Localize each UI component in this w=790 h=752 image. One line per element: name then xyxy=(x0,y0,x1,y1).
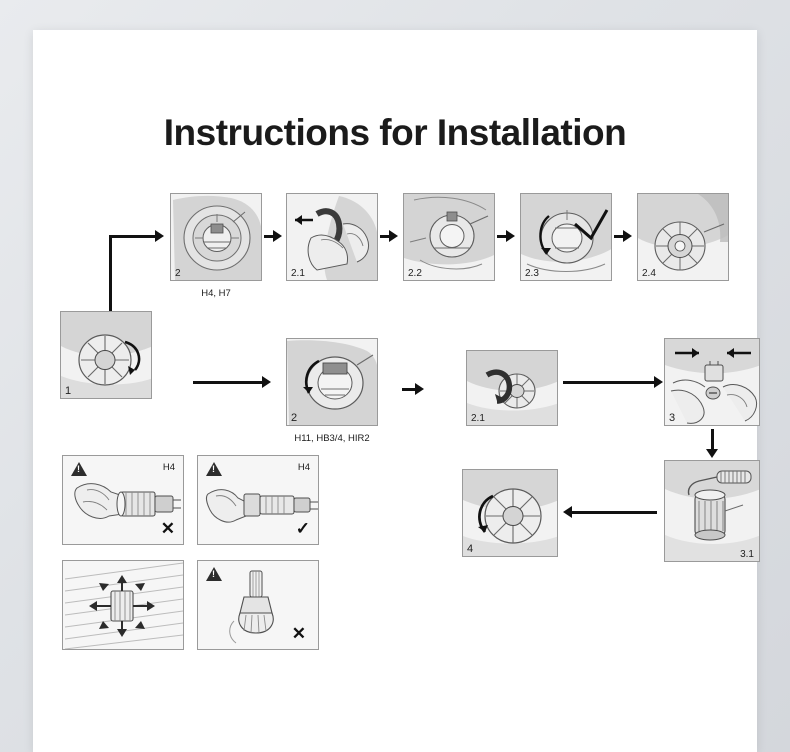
arrow-elbow-vertical xyxy=(109,235,112,317)
panel-number: 4 xyxy=(467,543,474,555)
panel-headlight-housing-rear-cap xyxy=(170,193,262,281)
panel-route-cable-driver xyxy=(664,460,760,562)
panel-number: 2.1 xyxy=(291,268,305,279)
panel-remove-dust-cover-hands xyxy=(286,193,378,281)
caption-h4-h7: H4, H7 xyxy=(201,288,231,299)
arrowhead-31-to-4 xyxy=(563,506,572,518)
caption-h11-hb34-hir2: H11, HB3/4, HIR2 xyxy=(294,433,370,444)
arrowhead-21-to-22 xyxy=(389,230,398,242)
panel-warning-bulb-grip-wrong xyxy=(62,455,184,545)
panel-remove-bulb-assembly xyxy=(286,338,378,426)
panel-insert-bulb-clockwise xyxy=(520,193,612,281)
panel-number: 2 xyxy=(291,412,298,424)
check-mark-icon: ✓ xyxy=(295,519,310,538)
arrow-1-to-2 xyxy=(193,381,265,384)
panel-number: 2 xyxy=(175,268,181,279)
panel-detach-connector xyxy=(466,350,558,426)
panel-number: 2.1 xyxy=(471,413,485,424)
panel-connect-wiring-harness xyxy=(664,338,760,426)
arrowhead-23-to-24 xyxy=(623,230,632,242)
cross-mark-icon: ✕ xyxy=(291,624,306,643)
panel-number: 2.4 xyxy=(642,268,656,279)
warning-triangle-icon xyxy=(71,462,87,476)
panel-engine-bay-turn-cover xyxy=(60,311,152,399)
arrowhead-1-to-2 xyxy=(262,376,271,388)
arrowhead-2-to-21 xyxy=(273,230,282,242)
warning-triangle-icon xyxy=(206,567,222,581)
arrowhead-21-to-3 xyxy=(654,376,663,388)
panel-number: 2.2 xyxy=(408,268,422,279)
warning-triangle-icon xyxy=(206,462,222,476)
panel-warning-bulb-grip-correct xyxy=(197,455,319,545)
arrowhead-22-to-23 xyxy=(506,230,515,242)
arrow-21-to-3 xyxy=(563,381,657,384)
panel-number: 1 xyxy=(65,385,72,397)
arrow-elbow-horizontal xyxy=(109,235,159,238)
arrow-31-to-4 xyxy=(571,511,657,514)
panel-number: 3.1 xyxy=(740,549,754,560)
panel-housing-open-socket xyxy=(403,193,495,281)
arrowhead-2-to-21-mid xyxy=(415,383,424,395)
instruction-sheet xyxy=(33,30,757,752)
arrowhead-elbow xyxy=(155,230,164,242)
cross-mark-icon: ✕ xyxy=(160,519,175,538)
panel-warning-heatsink-clearance xyxy=(62,560,184,650)
panel-refit-cover-turn xyxy=(462,469,558,557)
panel-number: 3 xyxy=(669,412,676,424)
panel-warning-do-not-touch-lens xyxy=(197,560,319,650)
bulb-type-label: H4 xyxy=(162,462,175,473)
page-title: Instructions for Installation xyxy=(163,112,627,153)
arrowhead-3-to-31 xyxy=(706,449,718,458)
bulb-type-label: H4 xyxy=(297,462,310,473)
panel-bulb-locked-closeup xyxy=(637,193,729,281)
panel-number: 2.3 xyxy=(525,268,539,279)
